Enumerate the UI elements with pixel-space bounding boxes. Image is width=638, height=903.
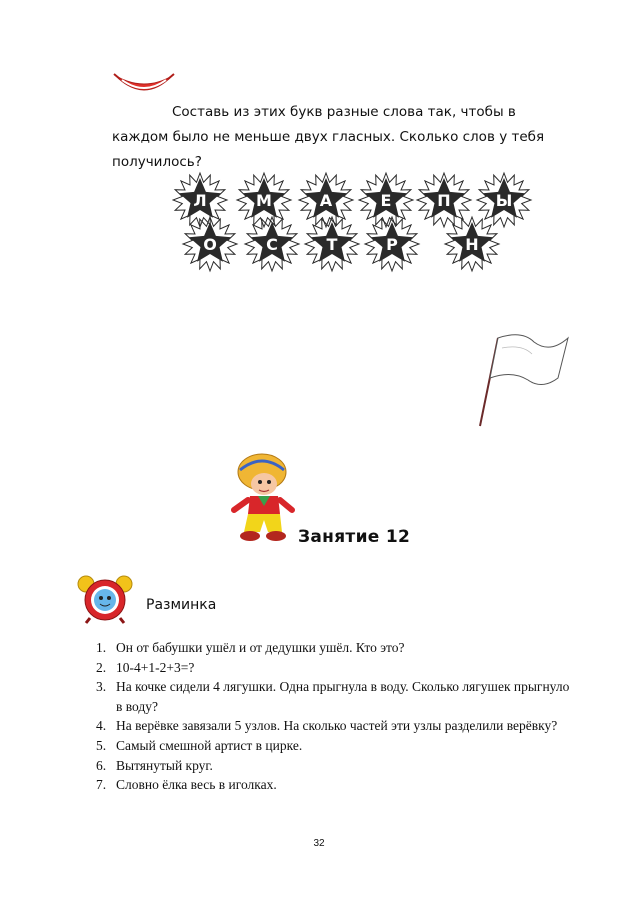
task-line-1: Составь из этих букв разные слова так, чтобы в	[172, 104, 516, 120]
letter-star	[417, 173, 471, 227]
letter-star	[477, 173, 531, 227]
question-list	[96, 638, 576, 795]
list-item: 4. На верёвке завязали 5 узлов. На сколько частей эти узлы разделили верёвку?	[96, 718, 558, 734]
star-letter: Е	[380, 191, 392, 210]
letter-star	[359, 173, 413, 227]
flag-icon	[472, 328, 572, 428]
star-letter: Н	[465, 235, 479, 254]
star-letter: А	[319, 191, 333, 210]
star-letter: Т	[326, 235, 338, 254]
list-item: 3. На кочке сидели 4 лягушки. Одна прыгнула в воду. Сколько лягушек прыгнуло в воду?	[96, 679, 570, 714]
task-text	[112, 100, 562, 175]
list-item: 2. 10-4+1-2+3=?	[96, 659, 195, 675]
task-line-3: получилось?	[112, 154, 202, 170]
letter-star	[305, 217, 359, 271]
smile-icon	[112, 70, 176, 100]
list-item: 1. Он от бабушки ушёл и от дедушки ушёл. Кто это?	[96, 640, 405, 655]
list-item: 5. Самый смешной артист в цирке.	[96, 737, 303, 753]
letter-star	[299, 173, 353, 227]
letter-star	[183, 217, 237, 271]
letter-star	[365, 217, 419, 271]
letter-star	[245, 217, 299, 271]
star-letter: О	[203, 235, 217, 254]
star-letter: М	[256, 191, 272, 210]
list-item: 7. Словно ёлка весь в иголках.	[96, 777, 277, 793]
star-letter: С	[266, 235, 278, 254]
alarm-clock-icon	[72, 572, 138, 624]
cartoon-boy-icon	[222, 452, 298, 544]
list-item: 6. Вытянутый круг.	[96, 757, 213, 773]
star-letter: Ы	[495, 191, 513, 210]
lesson-title: Занятие 12	[298, 527, 411, 547]
letter-star	[237, 173, 291, 227]
warmup-label: Разминка	[146, 597, 217, 613]
page-number: 32	[313, 838, 325, 849]
star-letter: П	[437, 191, 451, 210]
task-line-2: каждом было не меньше двух гласных. Сколько слов у тебя	[112, 129, 545, 145]
star-letter: Л	[193, 191, 207, 210]
star-letter: Р	[386, 235, 398, 254]
letter-star	[445, 217, 499, 271]
letter-stars	[172, 168, 534, 274]
